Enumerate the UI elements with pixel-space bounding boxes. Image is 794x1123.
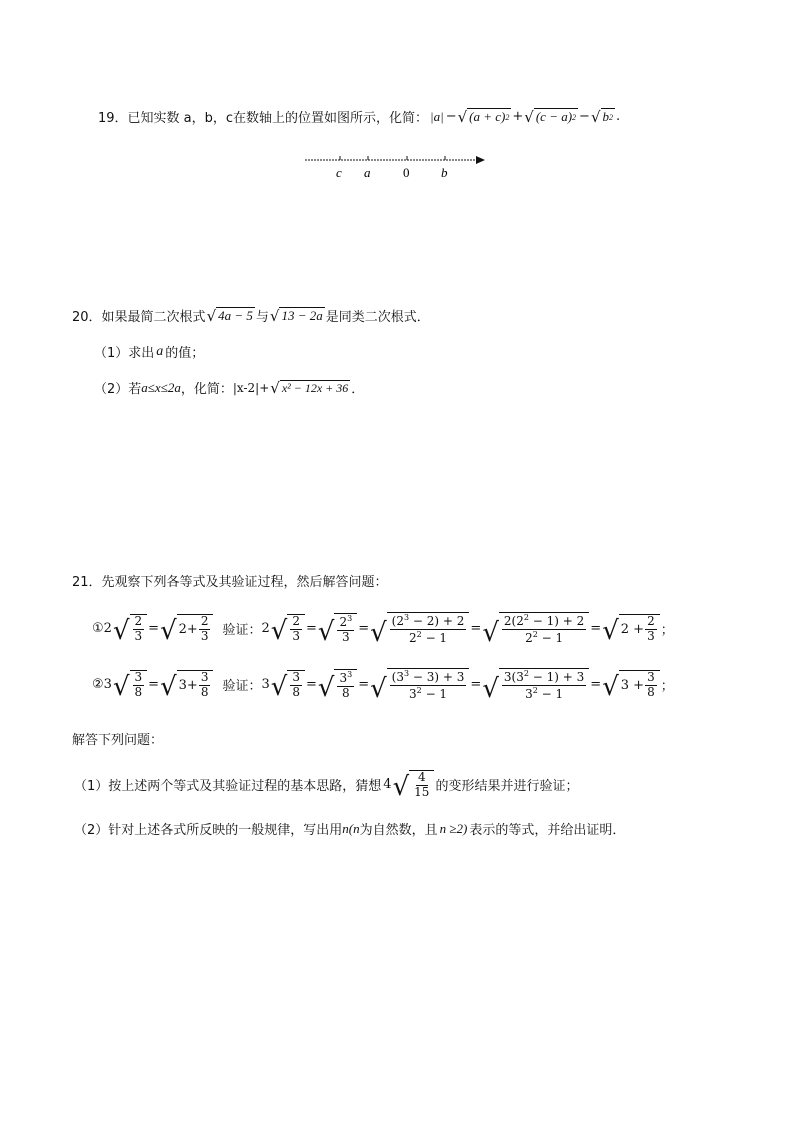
q19-line [98, 107, 620, 126]
label-b: b [441, 165, 448, 180]
q20-part2: （2） 若 a≤x≤2a ，化简： |x-2|+ √ x² − 12x + 36 ． [94, 378, 365, 397]
answer-heading: 解答下列问题： [72, 733, 164, 748]
q19-expression: |a| − √ (a + c) 2 + √ (c − a) 2 − √ b 2 . [430, 108, 621, 126]
q20-line: 20． 如果最简二次根式 √ 4a − 5 与 √ 13 − 2a 是同类二次根式． [72, 307, 430, 325]
label-a: a [364, 165, 371, 180]
q19-number: 19． [98, 111, 128, 126]
q20-number: 20． [72, 310, 102, 325]
q19-text: 已知实数 a，b，c在数轴上的位置如图所示，化简： [127, 111, 429, 126]
q21-line: 21． 先观察下列各等式及其验证过程，然后解答问题： [72, 571, 388, 590]
label-0: 0 [403, 165, 410, 180]
equation-2: ② 3 √ $\frac{3}{8}$ = √ 3+ $\frac{3}{8}$ 验证： 3 √ $\frac{3}{8}$ = √ $\frac{3^3}{8}$ = √ $\frac{(3^3 - 3) + 3}{3^2 - 1}$ = √ $\frac{3(3^2 - 1) + 3}{3^2 - 1}$ = √ 3 + $\frac{3}{8}$ ； [92, 669, 674, 704]
label-c: c [336, 165, 342, 180]
q21-part1: （1） 按上述两个等式及其验证过程的基本思路，猜想 4 √ $\frac{4}{15}$ 的变形结果并进行验证； [74, 770, 579, 802]
q21-part2: （2） 针对上述各式所反映的一般规律，写出用 n(n 为自然数，且 n ≥2) 表示的等式，并给出证明． [74, 820, 626, 838]
q21-number: 21． [72, 575, 102, 590]
number-line-diagram [300, 150, 490, 182]
q20-part1: （1） 求出 a 的值； [94, 343, 205, 361]
equation-1: ① 2 √ $\frac{2}{3}$ = √ 2+ $\frac{2}{3}$ 验证： 2 √ $\frac{2}{3}$ = √ $\frac{2^3}{3}$ = √ $\frac{(2^3 - 2) + 2}{2^2 - 1}$ = √ $\frac{2(2^2 - 1) + 2}{2^2 - 1}$ = √ 2 + $\frac{2}{3}$ ； [92, 613, 674, 648]
